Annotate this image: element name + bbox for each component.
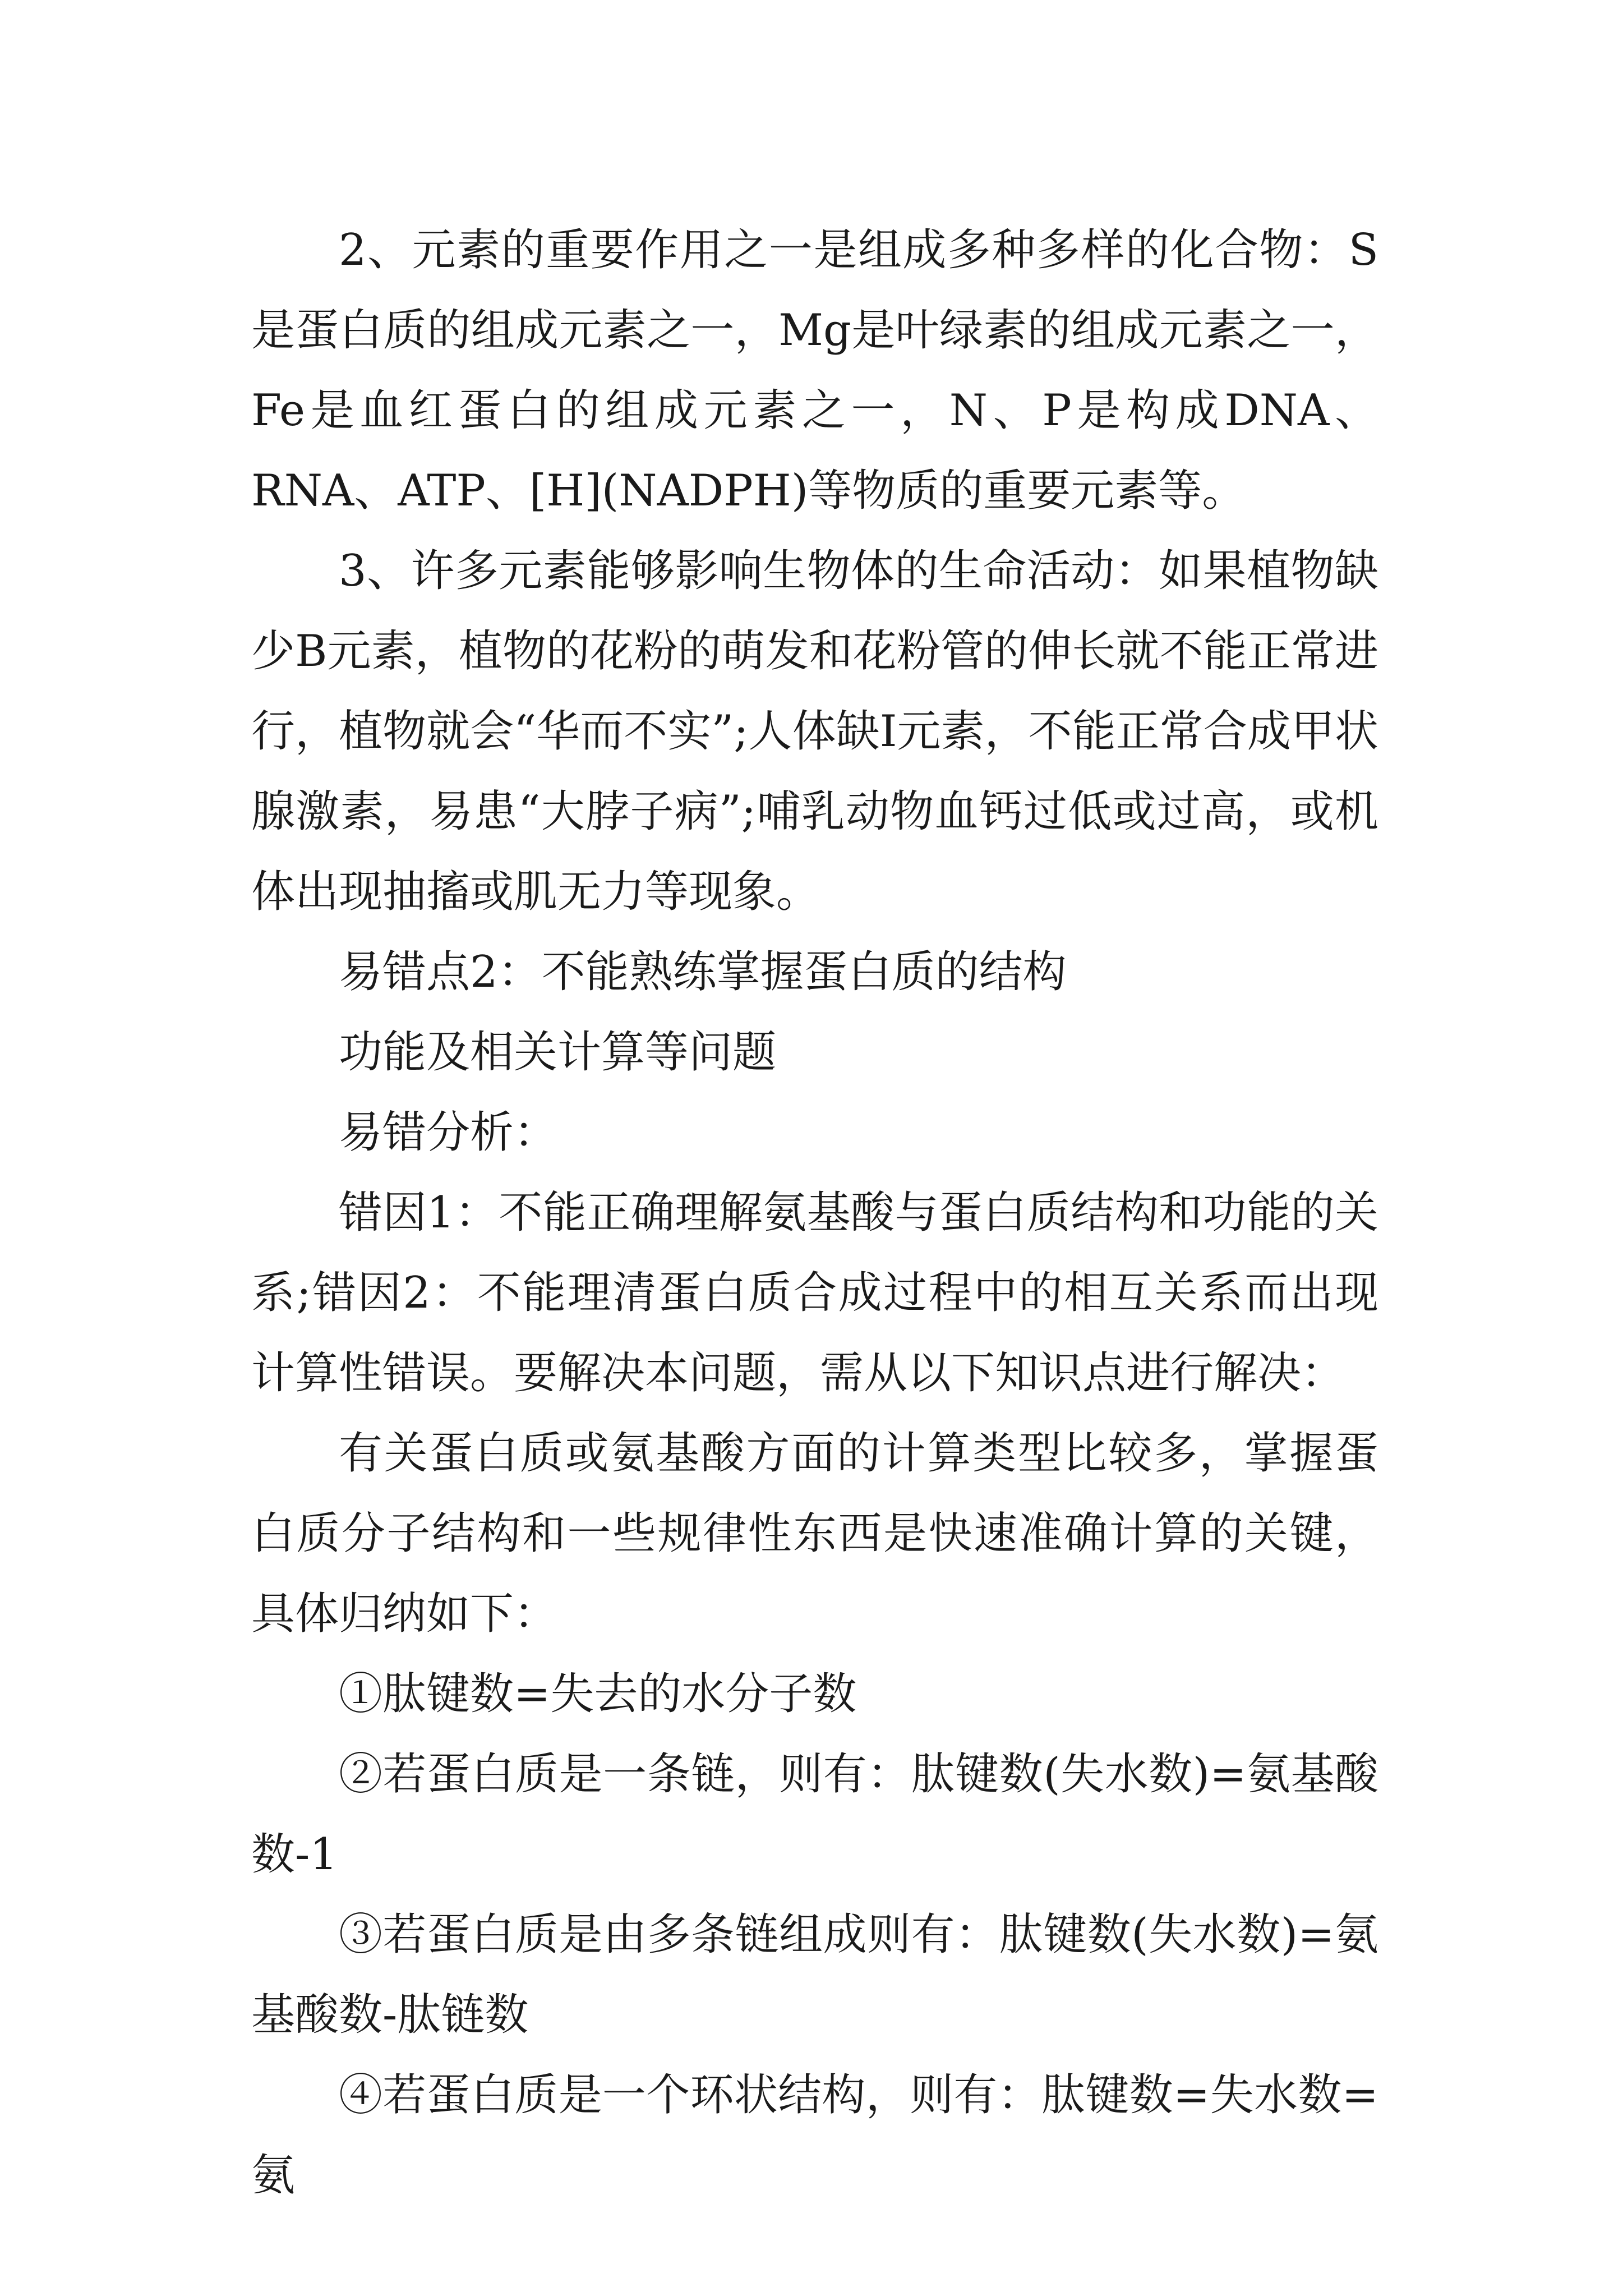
heading-error-analysis: 易错分析： xyxy=(339,1107,558,1158)
paragraph-calculation-intro: 有关蛋白质或氨基酸方面的计算类型比较多，掌握蛋白质分子结构和一些规律性东西是快速准确计算的关键，具体归纳如下： xyxy=(251,1428,1378,1639)
document-body xyxy=(251,210,1378,2216)
paragraph-element-effects: 3、许多元素能够影响生物体的生命活动：如果植物缺少B元素，植物的花粉的萌发和花粉管的伸长就不能正常进行，植物就会“华而不实”;人体缺I元素，不能正常合成甲状腺激素，易患“大脖子病”;哺乳动物血钙过低或过高，或机体出现抽搐或肌无力等现象。 xyxy=(251,546,1378,917)
rule-item-4: ④若蛋白质是一个环状结构，则有：肽键数=失水数=氨 xyxy=(251,2070,1378,2201)
rule-item-3: ③若蛋白质是由多条链组成则有：肽键数(失水数)=氨基酸数-肽链数 xyxy=(251,1910,1378,2040)
heading-error-point-2: 易错点2：不能熟练掌握蛋白质的结构 xyxy=(339,947,1067,997)
rule-item-1: ①肽键数=失去的水分子数 xyxy=(339,1669,857,1719)
rule-item-2: ②若蛋白质是一条链，则有：肽键数(失水数)=氨基酸数-1 xyxy=(251,1749,1378,1880)
paragraph-error-causes: 错因1：不能正确理解氨基酸与蛋白质结构和功能的关系;错因2：不能理清蛋白质合成过程中的相互关系而出现计算性错误。要解决本问题，需从以下知识点进行解决： xyxy=(251,1188,1378,1398)
paragraph-element-roles: 2、元素的重要作用之一是组成多种多样的化合物：S是蛋白质的组成元素之一，Mg是叶绿素的组成元素之一，Fe是血红蛋白的组成元素之一，N、P是构成DNA、RNA、ATP、[H](NADPH)等物质的重要元素等。 xyxy=(251,225,1378,516)
heading-error-point-2-cont: 功能及相关计算等问题 xyxy=(339,1027,777,1078)
